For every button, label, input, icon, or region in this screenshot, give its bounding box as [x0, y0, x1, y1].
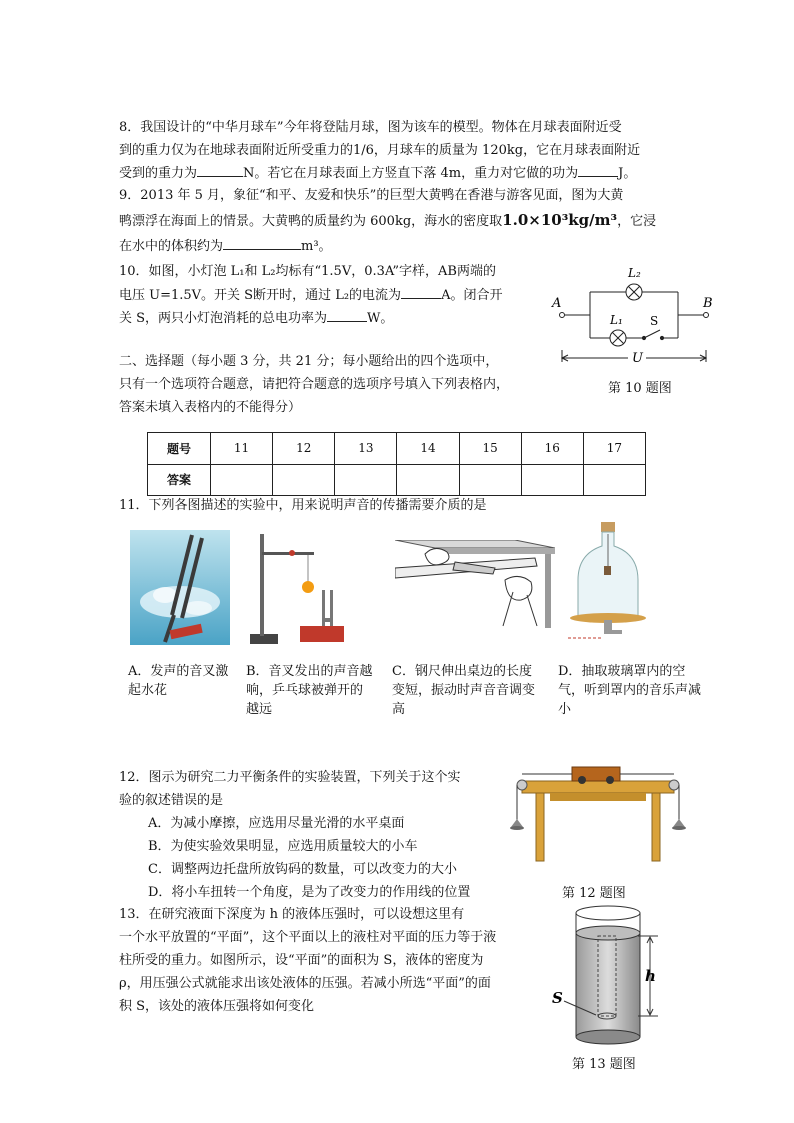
q10-blank-2[interactable] [327, 308, 367, 322]
q12-option-a[interactable]: A．为减小摩擦，应选用尽量光滑的水平桌面 [148, 816, 405, 831]
q10-line-3b: W。 [367, 311, 394, 326]
question-number: 15 [459, 433, 521, 465]
image-c-ruler-on-table [395, 540, 555, 635]
q11-option-b[interactable]: B．音叉发出的声音越响，乒乓球被弹开的越远 [246, 664, 373, 717]
image-d-bell-jar [568, 520, 648, 652]
question-number: 13 [335, 433, 397, 465]
terminal-a [560, 313, 565, 318]
answer-cell[interactable] [335, 464, 397, 496]
answer-cell[interactable] [459, 464, 521, 496]
answer-cell[interactable] [211, 464, 273, 496]
circuit-label-l1: L₁ [610, 313, 623, 327]
answer-table-answer-row [148, 464, 646, 496]
q8-line-2: 到的重力仅为在地球表面附近所受重力的1/6，月球车的质量为 120kg，它在月球表面附近 [119, 143, 641, 158]
question-number: 12 [273, 433, 335, 465]
q11-option-a[interactable]: A．发声的音叉激起水花 [128, 664, 229, 698]
q10-line-2 [119, 285, 502, 305]
q9-blank[interactable] [223, 236, 301, 250]
q10-line-2b: A。闭合开 [441, 288, 503, 303]
section2-line-2: 只有一个选项符合题意，请把符合题意的选项序号填入下列表格内， [119, 377, 510, 392]
q8-line-3 [119, 163, 636, 183]
q10-figure-caption: 第 10 题图 [608, 381, 672, 396]
q13-liquid-cylinder [548, 903, 678, 1048]
q9-line-3b: m³。 [301, 239, 332, 254]
q8-blank-2[interactable] [578, 163, 618, 177]
answer-cell[interactable] [397, 464, 459, 496]
q11-stem: 11．下列各图描述的实验中，用来说明声音的传播需要介质的是 [119, 498, 487, 513]
circuit-label-a: A [552, 296, 562, 311]
question-number: 16 [521, 433, 583, 465]
image-a-fork-in-water [130, 530, 230, 645]
circuit-label-l2: L₂ [628, 266, 641, 280]
q12-option-d[interactable]: D．将小车扭转一个角度，是为了改变力的作用线的位置 [148, 885, 471, 900]
q13-label-s: S [552, 989, 563, 1007]
answer-table-answer-label: 答案 [148, 464, 211, 496]
q8-line-3a: 受到的重力为 [119, 166, 198, 181]
q10-line-1: 10．如图，小灯泡 L₁和 L₂均标有“1.5V，0.3A”字样，AB两端的 [119, 264, 496, 279]
q9-line-2b: ，它浸 [617, 214, 657, 229]
q12-apparatus [510, 755, 690, 867]
section2-line-1: 二、选择题（每小题 3 分，共 21 分；每小题给出的四个选项中， [119, 354, 499, 369]
q8-line-3b: N。若它在月球表面上方竖直下落 4m，重力对它做的功为 [243, 166, 579, 181]
q13-line-1: 13．在研究液面下深度为 h 的液体压强时，可以设想这里有 [119, 907, 465, 922]
q11-option-c[interactable]: C．钢尺伸出桌边的长度变短，振动时声音音调变高 [392, 664, 536, 717]
answer-cell[interactable] [583, 464, 645, 496]
q9-line-2 [119, 210, 656, 234]
q9-line-2a: 鸭漂浮在海面上的情景。大黄鸭的质量约为 600kg，海水的密度取 [119, 214, 503, 229]
question-number: 11 [211, 433, 273, 465]
terminal-b [704, 313, 709, 318]
q10-blank-1[interactable] [401, 285, 441, 299]
q10-line-3 [119, 308, 393, 328]
q13-line-4: ρ，用压强公式就能求出该处液体的压强。若减小所选“平面”的面 [119, 976, 491, 991]
q13-line-5: 积 S，该处的液体压强将如何变化 [119, 999, 315, 1014]
q12-option-b[interactable]: B．为使实验效果明显，应选用质量较大的小车 [148, 839, 418, 854]
answer-cell[interactable] [273, 464, 335, 496]
q13-label-h: h [645, 967, 656, 985]
q12-figure-caption: 第 12 题图 [562, 886, 626, 901]
q9-density: 1.0×10³kg/m³ [502, 211, 618, 229]
q12-option-c[interactable]: C．调整两边托盘所放钩码的数量，可以改变力的大小 [148, 862, 457, 877]
answer-table-header-row [148, 433, 646, 465]
question-number: 17 [583, 433, 645, 465]
q12-line-1: 12．图示为研究二力平衡条件的实验装置，下列关于这个实 [119, 770, 461, 785]
q8-line-3c: J。 [618, 166, 637, 181]
q10-line-2a: 电压 U=1.5V。开关 S断开时，通过 L₂的电流为 [119, 288, 402, 303]
image-b-fork-and-ball [248, 530, 348, 648]
answer-table [147, 432, 646, 496]
circuit-label-b: B [703, 296, 713, 311]
circuit-label-u: U [632, 351, 643, 366]
circuit-diagram [548, 262, 718, 372]
q10-line-3a: 关 S，两只小灯泡消耗的总电功率为 [119, 311, 328, 326]
q13-line-3: 柱所受的重力。如图所示，设“平面”的面积为 S，液体的密度为 [119, 953, 484, 968]
answer-table-header-label: 题号 [148, 433, 211, 465]
question-number: 14 [397, 433, 459, 465]
section2-line-3: 答案未填入表格内的不能得分） [119, 400, 302, 415]
q8-line-1: 8．我国设计的“中华月球车”今年将登陆月球，图为该车的模型。物体在月球表面附近受 [119, 120, 622, 135]
q13-line-2: 一个水平放置的“平面”，这个平面以上的液柱对平面的压力等于液 [119, 930, 497, 945]
q9-line-3a: 在水中的体积约为 [119, 239, 224, 254]
answer-cell[interactable] [521, 464, 583, 496]
q13-figure-caption: 第 13 题图 [572, 1057, 636, 1072]
q8-blank-1[interactable] [197, 163, 243, 177]
q9-line-3 [119, 236, 332, 256]
q12-line-2: 验的叙述错误的是 [119, 793, 224, 808]
q9-line-1: 9．2013 年 5 月，象征“和平、友爱和快乐”的巨型大黄鸭在香港与游客见面，图为大黄 [119, 188, 624, 203]
circuit-label-s: S [650, 314, 659, 328]
q11-option-d[interactable]: D．抽取玻璃罩内的空气，听到罩内的音乐声减小 [558, 664, 702, 717]
